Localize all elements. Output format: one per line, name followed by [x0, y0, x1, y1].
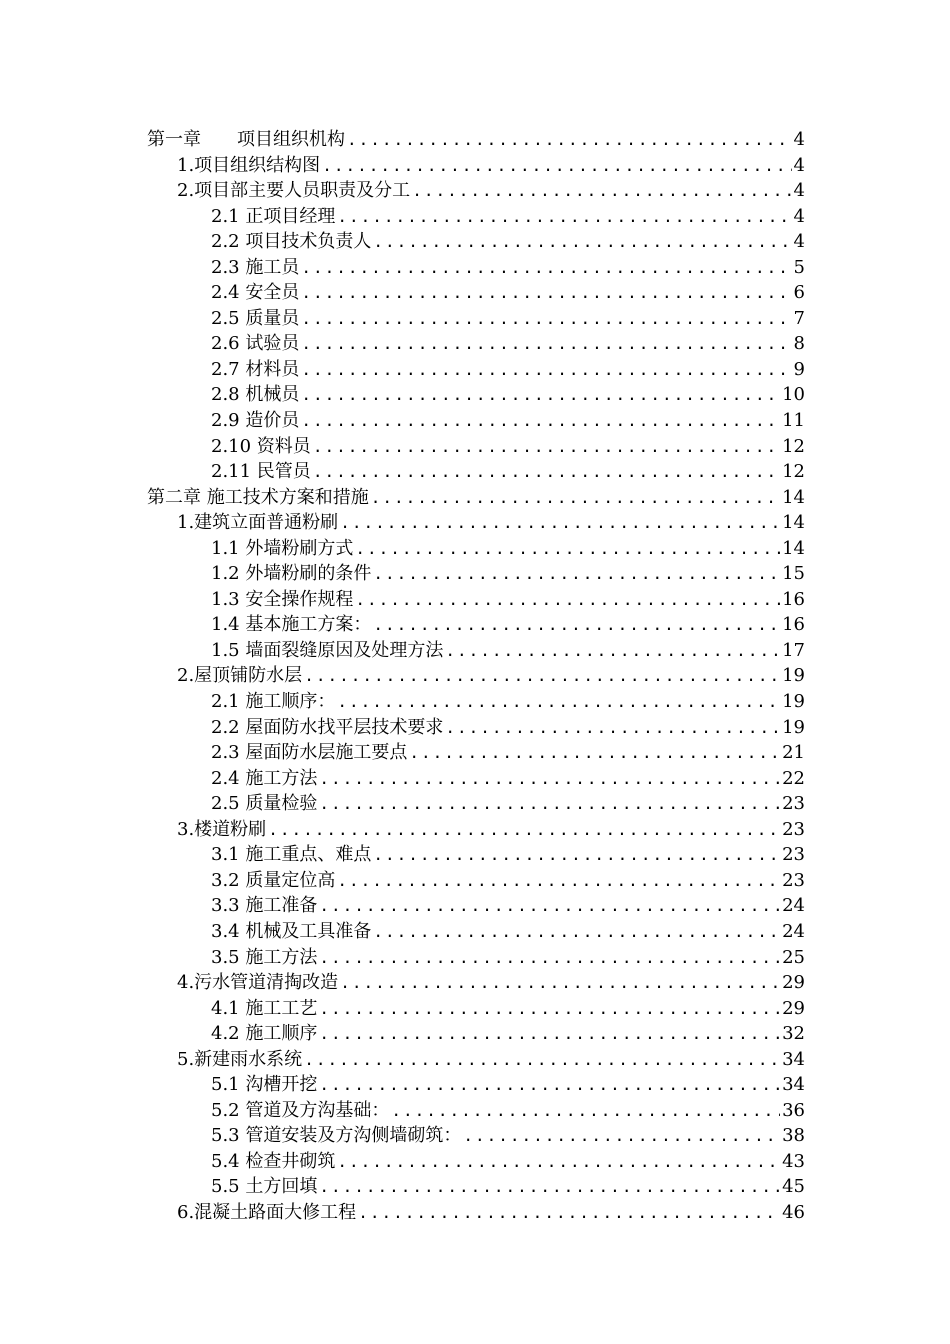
toc-page-number: 6 [793, 282, 805, 304]
toc-page-number: 29 [782, 972, 805, 994]
toc-entry[interactable] [0, 919, 950, 945]
toc-page-number: 12 [782, 435, 805, 457]
toc-dot-leader [373, 919, 780, 945]
toc-entry[interactable] [0, 306, 950, 332]
toc-entry[interactable] [0, 255, 950, 281]
toc-dot-leader [373, 561, 780, 587]
toc-page-number: 23 [782, 793, 805, 815]
toc-entry[interactable] [0, 842, 950, 868]
toc-page-number: 4 [793, 129, 805, 150]
toc-entry-title: 第二章 施工技术方案和措施 [147, 486, 369, 508]
toc-entry-title: 4.1 施工工艺 [211, 997, 318, 1019]
toc-page-number: 24 [782, 920, 805, 942]
toc-page-number: 24 [782, 895, 805, 917]
toc-dot-leader [322, 153, 791, 179]
toc-entry[interactable] [0, 817, 950, 843]
toc-entry-title: 2.10 资料员 [211, 435, 311, 457]
toc-entry[interactable] [0, 331, 950, 357]
toc-entry-title: 3.1 施工重点、难点 [211, 844, 372, 866]
toc-entry[interactable] [0, 459, 950, 485]
toc-entry-title: 2.5 质量检验 [211, 793, 318, 815]
toc-dot-leader [319, 1021, 780, 1047]
toc-entry-title: 1.2 外墙粉刷的条件 [211, 563, 372, 585]
toc-dot-leader [301, 382, 780, 408]
toc-entry-title: 1.4 基本施工方案： [211, 614, 372, 636]
toc-dot-leader [313, 434, 780, 460]
toc-entry-title: 1.1 外墙粉刷方式 [211, 537, 354, 559]
toc-dot-leader [358, 1200, 780, 1226]
toc-entry-title: 2.3 屋面防水层施工要点 [211, 742, 408, 764]
toc-entry-title: 2.项目部主要人员职责及分工 [177, 180, 411, 202]
toc-entry-title: 1.项目组织结构图 [177, 154, 321, 176]
toc-entry-title: 2.2 屋面防水找平层技术要求 [211, 716, 444, 738]
toc-dot-leader [337, 204, 791, 230]
toc-page-number: 43 [782, 1150, 805, 1172]
toc-entry-title: 6.混凝土路面大修工程 [177, 1201, 357, 1223]
toc-dot-leader [347, 127, 792, 153]
toc-entry[interactable] [0, 945, 950, 971]
toc-entry[interactable] [0, 715, 950, 741]
toc-dot-leader [337, 1149, 780, 1175]
toc-dot-leader [301, 255, 791, 281]
toc-page-number: 5 [793, 256, 805, 278]
toc-chapter-entry[interactable] [0, 485, 950, 511]
toc-dot-leader [319, 996, 780, 1022]
toc-page-number: 34 [782, 1074, 805, 1096]
toc-entry[interactable] [0, 791, 950, 817]
toc-page-number: 19 [782, 716, 805, 738]
toc-entry[interactable] [0, 1047, 950, 1073]
toc-dot-leader [304, 663, 780, 689]
toc-dot-leader [301, 331, 791, 357]
toc-entry-title: 2.5 质量员 [211, 307, 300, 329]
toc-page-number: 23 [782, 818, 805, 840]
toc-entry-title: 2.7 材料员 [211, 358, 300, 380]
toc-dot-leader [463, 1123, 780, 1149]
toc-entry[interactable] [0, 434, 950, 460]
toc-entry[interactable] [0, 868, 950, 894]
toc-entry-title: 4.污水管道清掏改造 [177, 972, 339, 994]
toc-entry[interactable] [0, 1200, 950, 1226]
toc-dot-leader [313, 459, 780, 485]
toc-page-number: 10 [782, 384, 805, 406]
toc-dot-leader [340, 510, 780, 536]
toc-page-number: 14 [782, 486, 805, 508]
toc-page-number: 9 [793, 358, 805, 380]
toc-dot-leader [412, 178, 791, 204]
toc-dot-leader [304, 1047, 780, 1073]
toc-dot-leader [319, 1072, 780, 1098]
toc-dot-leader [301, 306, 791, 332]
toc-entry-title: 2.6 试验员 [211, 333, 300, 355]
toc-dot-leader [409, 740, 780, 766]
toc-entry-title: 2.1 正项目经理 [211, 205, 336, 227]
toc-entry-title: 4.2 施工顺序 [211, 1023, 318, 1045]
toc-entry[interactable] [0, 612, 950, 638]
toc-page-number: 25 [782, 946, 805, 968]
toc-page-number: 45 [782, 1176, 805, 1198]
toc-entry-title: 5.4 检查井砌筑 [211, 1150, 336, 1172]
toc-entry-title: 2.2 项目技术负责人 [211, 231, 372, 253]
toc-dot-leader [301, 357, 791, 383]
toc-dot-leader [301, 280, 791, 306]
toc-page-number: 23 [782, 869, 805, 891]
toc-entry-title: 5.5 土方回填 [211, 1176, 318, 1198]
toc-entry-title: 3.5 施工方法 [211, 946, 318, 968]
toc-entry[interactable] [0, 153, 950, 179]
toc-dot-leader [355, 587, 780, 613]
toc-dot-leader [355, 536, 780, 562]
toc-entry-title: 2.屋顶铺防水层 [177, 665, 303, 687]
toc-dot-leader [337, 868, 780, 894]
toc-page-number: 16 [782, 614, 805, 636]
toc-entry-title: 2.4 施工方法 [211, 767, 318, 789]
toc-dot-leader [373, 229, 791, 255]
toc-entry[interactable] [0, 1174, 950, 1200]
toc-page-number: 19 [782, 691, 805, 713]
toc-page-number: 23 [782, 844, 805, 866]
toc-entry[interactable] [0, 663, 950, 689]
toc-entry[interactable] [0, 280, 950, 306]
toc-page-number: 14 [782, 512, 805, 534]
toc-entry-title: 1.5 墙面裂缝原因及处理方法 [211, 639, 444, 661]
toc-entry[interactable] [0, 970, 950, 996]
toc-entry-title: 3.3 施工准备 [211, 895, 318, 917]
toc-page-number: 8 [793, 333, 805, 355]
toc-entry[interactable] [0, 561, 950, 587]
toc-page-number: 21 [782, 742, 805, 764]
toc-entry[interactable] [0, 382, 950, 408]
toc-page-number: 12 [782, 461, 805, 483]
toc-dot-leader [268, 817, 780, 843]
toc-entry[interactable] [0, 1149, 950, 1175]
toc-entry-title: 3.楼道粉刷 [177, 818, 267, 840]
toc-page-number: 4 [793, 231, 805, 253]
toc-entry[interactable] [0, 996, 950, 1022]
toc-entry[interactable] [0, 1123, 950, 1149]
toc-entry-title: 2.9 造价员 [211, 410, 300, 432]
toc-page-number: 16 [782, 588, 805, 610]
table-of-contents [0, 127, 950, 1226]
toc-dot-leader [337, 689, 780, 715]
toc-entry[interactable] [0, 1098, 950, 1124]
toc-page-number: 7 [793, 307, 805, 329]
toc-page-number: 14 [782, 537, 805, 559]
toc-entry-title: 2.3 施工员 [211, 256, 300, 278]
toc-entry-title: 3.4 机械及工具准备 [211, 920, 372, 942]
toc-page-number: 32 [782, 1023, 805, 1045]
toc-page-number: 36 [782, 1099, 805, 1121]
toc-dot-leader [340, 970, 780, 996]
toc-dot-leader [391, 1098, 780, 1124]
toc-entry-title: 5.1 沟槽开挖 [211, 1074, 318, 1096]
toc-page-number: 4 [793, 154, 805, 176]
toc-entry-title: 5.新建雨水系统 [177, 1048, 303, 1070]
toc-page-number: 15 [782, 563, 805, 585]
toc-dot-leader [301, 408, 780, 434]
toc-entry[interactable] [0, 689, 950, 715]
toc-entry[interactable] [0, 229, 950, 255]
toc-page-number: 19 [782, 665, 805, 687]
toc-entry-title: 1.建筑立面普通粉刷 [177, 512, 339, 534]
toc-entry-title: 2.11 民管员 [211, 461, 311, 483]
toc-dot-leader [319, 945, 780, 971]
toc-entry-title: 2.1 施工顺序： [211, 691, 336, 713]
toc-entry[interactable] [0, 408, 950, 434]
toc-entry-title: 1.3 安全操作规程 [211, 588, 354, 610]
toc-entry[interactable] [0, 204, 950, 230]
toc-entry[interactable] [0, 638, 950, 664]
toc-entry-title: 2.4 安全员 [211, 282, 300, 304]
toc-page-number: 34 [782, 1048, 805, 1070]
toc-entry-title: 5.3 管道安装及方沟侧墙砌筑： [211, 1125, 462, 1147]
toc-entry[interactable] [0, 893, 950, 919]
toc-entry[interactable] [0, 766, 950, 792]
toc-entry[interactable] [0, 510, 950, 536]
toc-entry-title: 5.2 管道及方沟基础： [211, 1099, 390, 1121]
toc-dot-leader [373, 612, 780, 638]
toc-entry[interactable] [0, 587, 950, 613]
toc-page-number: 4 [793, 180, 805, 202]
toc-dot-leader [445, 715, 780, 741]
toc-chapter-entry[interactable] [0, 127, 950, 153]
toc-page-number: 22 [782, 767, 805, 789]
toc-dot-leader [319, 766, 780, 792]
toc-entry[interactable] [0, 357, 950, 383]
toc-page-number: 4 [793, 205, 805, 227]
toc-entry-title: 2.8 机械员 [211, 384, 300, 406]
toc-page-number: 11 [782, 410, 805, 432]
toc-entry[interactable] [0, 1072, 950, 1098]
toc-entry[interactable] [0, 178, 950, 204]
toc-page-number: 46 [782, 1201, 805, 1223]
toc-dot-leader [445, 638, 780, 664]
toc-page-number: 29 [782, 997, 805, 1019]
toc-entry-title: 第一章 项目组织机构 [147, 129, 345, 150]
toc-dot-leader [371, 485, 780, 511]
toc-dot-leader [319, 893, 780, 919]
toc-dot-leader [373, 842, 780, 868]
toc-entry-title: 3.2 质量定位高 [211, 869, 336, 891]
toc-dot-leader [319, 1174, 780, 1200]
toc-entry[interactable] [0, 536, 950, 562]
toc-dot-leader [319, 791, 780, 817]
toc-entry[interactable] [0, 1021, 950, 1047]
toc-page-number: 38 [782, 1125, 805, 1147]
toc-page-number: 17 [782, 639, 805, 661]
toc-entry[interactable] [0, 740, 950, 766]
